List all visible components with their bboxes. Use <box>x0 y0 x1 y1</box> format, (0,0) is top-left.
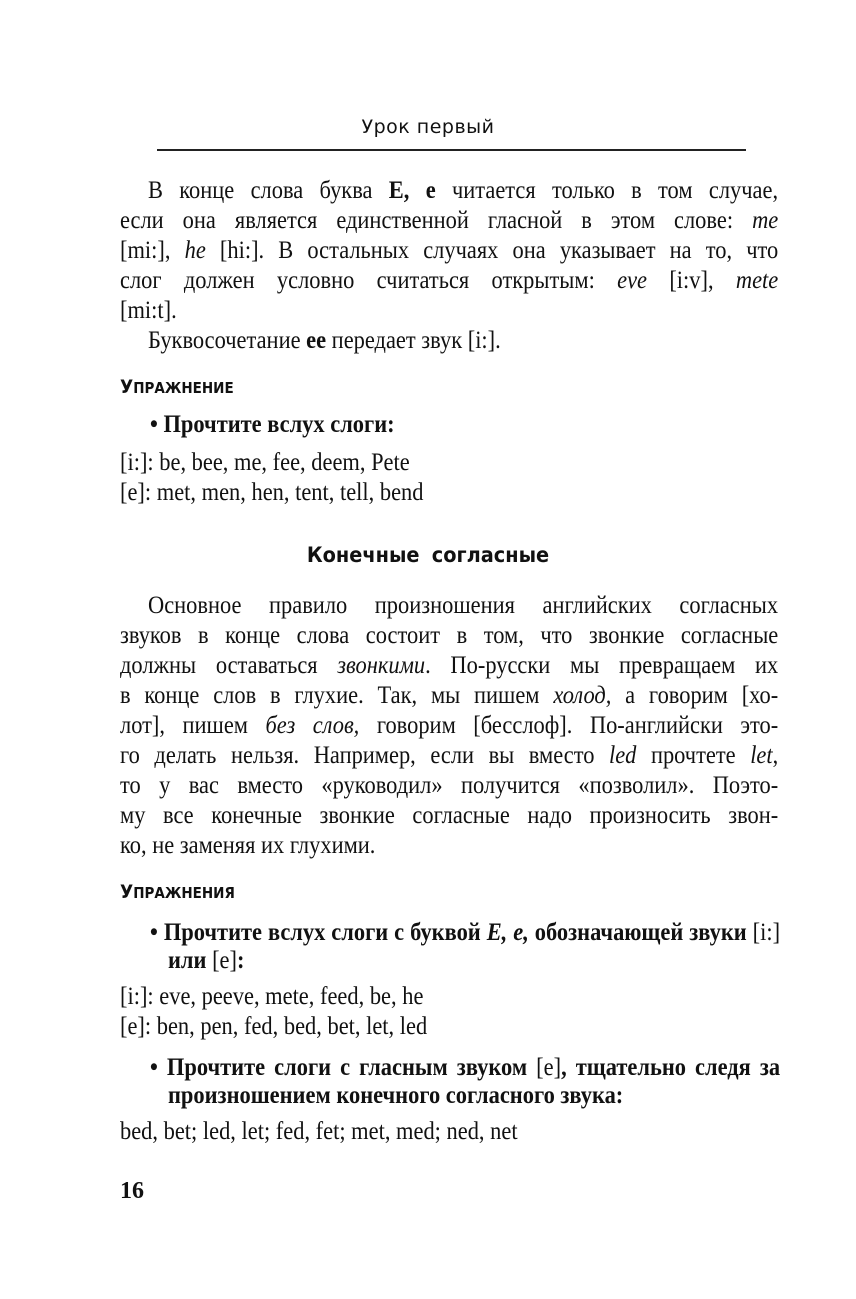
text-segment: eve <box>617 265 648 294</box>
exercises-label-rest: ПРАЖНЕНИЯ <box>133 884 235 902</box>
text-segment: [i:] <box>752 917 781 946</box>
text-line <box>120 477 778 507</box>
exercises-label-initial: У <box>120 881 134 903</box>
text-segment: [hi:]. В остальных случаях она указывает на то, что <box>205 235 779 264</box>
text-segment: должны оставаться <box>120 650 338 679</box>
text-segment: mete <box>735 265 779 294</box>
text-segment: • Прочтите слоги с гласным звуком <box>150 1052 537 1081</box>
text-segment: если она является единственной гласной в этом слове: <box>120 205 753 234</box>
text-line <box>120 800 778 830</box>
text-segment: а говорим [хо- <box>611 680 779 709</box>
text-segment: [e]: met, men, hen, tent, tell, bend <box>120 477 424 506</box>
text-segment: let <box>750 740 773 769</box>
text-segment: звонкими <box>337 650 426 679</box>
text-segment: [e] <box>212 945 237 974</box>
text-segment: [e] <box>536 1052 562 1081</box>
running-header: Урок первый <box>361 116 495 138</box>
text-segment: Основное правило произношения английских согласных <box>148 590 779 619</box>
text-segment: В конце слова буква <box>148 175 389 204</box>
text-segment: , <box>772 740 779 769</box>
header-rule <box>157 149 746 151</box>
text-segment: [i:v], <box>647 265 736 294</box>
text-line <box>168 1080 780 1110</box>
text-line <box>120 205 778 235</box>
text-segment: передает звук [i:]. <box>326 325 501 354</box>
text-line <box>120 447 778 477</box>
text-line <box>120 830 778 860</box>
text-segment: , тщательно следя за <box>561 1052 781 1081</box>
text-segment: звуков в конце слова состоит в том, что звонкие согласные <box>120 620 779 649</box>
text-line <box>168 945 780 975</box>
text-segment: без слов, <box>265 710 360 739</box>
exercise-label-rest: ПРАЖНЕНИЕ <box>133 379 234 397</box>
section-heading: Конечные согласные <box>306 543 550 567</box>
text-segment: го делать нельзя. Например, если вы вместо <box>120 740 609 769</box>
text-segment: • Прочтите вслух слоги: <box>150 409 395 438</box>
text-line <box>120 770 778 800</box>
text-segment: [i:]: eve, peeve, mete, feed, be, he <box>120 981 424 1010</box>
text-segment: лот], пишем <box>120 710 266 739</box>
text-segment: • Прочтите вслух слоги с буквой <box>150 917 487 946</box>
text-segment: му все конечные звонкие согласные надо произносить звон- <box>120 800 779 829</box>
text-segment: bed, bet; led, let; fed, fet; met, med; ned, net <box>120 1116 518 1145</box>
text-line <box>150 917 780 947</box>
text-segment: читается только в том случае, <box>435 175 779 204</box>
text-line <box>120 710 778 740</box>
text-segment: говорим [бесслоф]. По-английски это- <box>359 710 779 739</box>
text-segment: E, e, <box>486 917 529 946</box>
text-segment: Буквосочетание <box>148 325 307 354</box>
text-segment: E, e <box>388 175 436 204</box>
text-segment: : <box>236 945 245 974</box>
text-line <box>120 680 778 710</box>
text-segment: ко, не заменяя их глухими. <box>120 830 376 859</box>
text-line <box>120 295 778 325</box>
text-segment: ee <box>306 325 327 354</box>
text-line <box>120 265 778 295</box>
text-segment: в конце слов в глухие. Так, мы пишем <box>120 680 554 709</box>
text-segment: [mi:], <box>120 235 185 264</box>
text-segment: me <box>752 205 779 234</box>
text-line <box>120 981 778 1011</box>
text-line <box>120 1011 778 1041</box>
text-segment: . По-русски мы превращаем их <box>425 650 779 679</box>
text-segment: то у вас вместо «руководил» получится «позволил». Поэто- <box>120 770 779 799</box>
text-line <box>120 1116 778 1146</box>
text-line <box>120 740 778 770</box>
text-line <box>148 175 778 205</box>
text-line <box>120 650 778 680</box>
text-segment: led <box>608 740 637 769</box>
text-line <box>148 590 778 620</box>
exercise-label <box>120 376 234 398</box>
text-line <box>150 409 780 439</box>
exercises-label <box>120 881 235 903</box>
page-number: 16 <box>120 1178 144 1204</box>
text-segment: [e]: ben, pen, fed, bed, bet, let, led <box>120 1011 428 1040</box>
text-segment: [i:]: be, bee, me, fee, deem, Pete <box>120 447 410 476</box>
text-segment: холод, <box>553 680 612 709</box>
exercise-label-initial: У <box>120 376 134 398</box>
text-line <box>120 235 778 265</box>
text-line <box>148 325 778 355</box>
text-segment: или <box>168 945 213 974</box>
text-segment: прочтете <box>636 740 751 769</box>
text-line <box>120 620 778 650</box>
text-segment: обозначающей звуки <box>528 917 753 946</box>
text-segment: he <box>184 235 206 264</box>
text-segment: [mi:t]. <box>120 295 177 324</box>
text-line <box>150 1052 780 1082</box>
text-segment: произношением конечного согласного звука: <box>168 1080 624 1109</box>
text-segment: слог должен условно считаться открытым: <box>120 265 618 294</box>
